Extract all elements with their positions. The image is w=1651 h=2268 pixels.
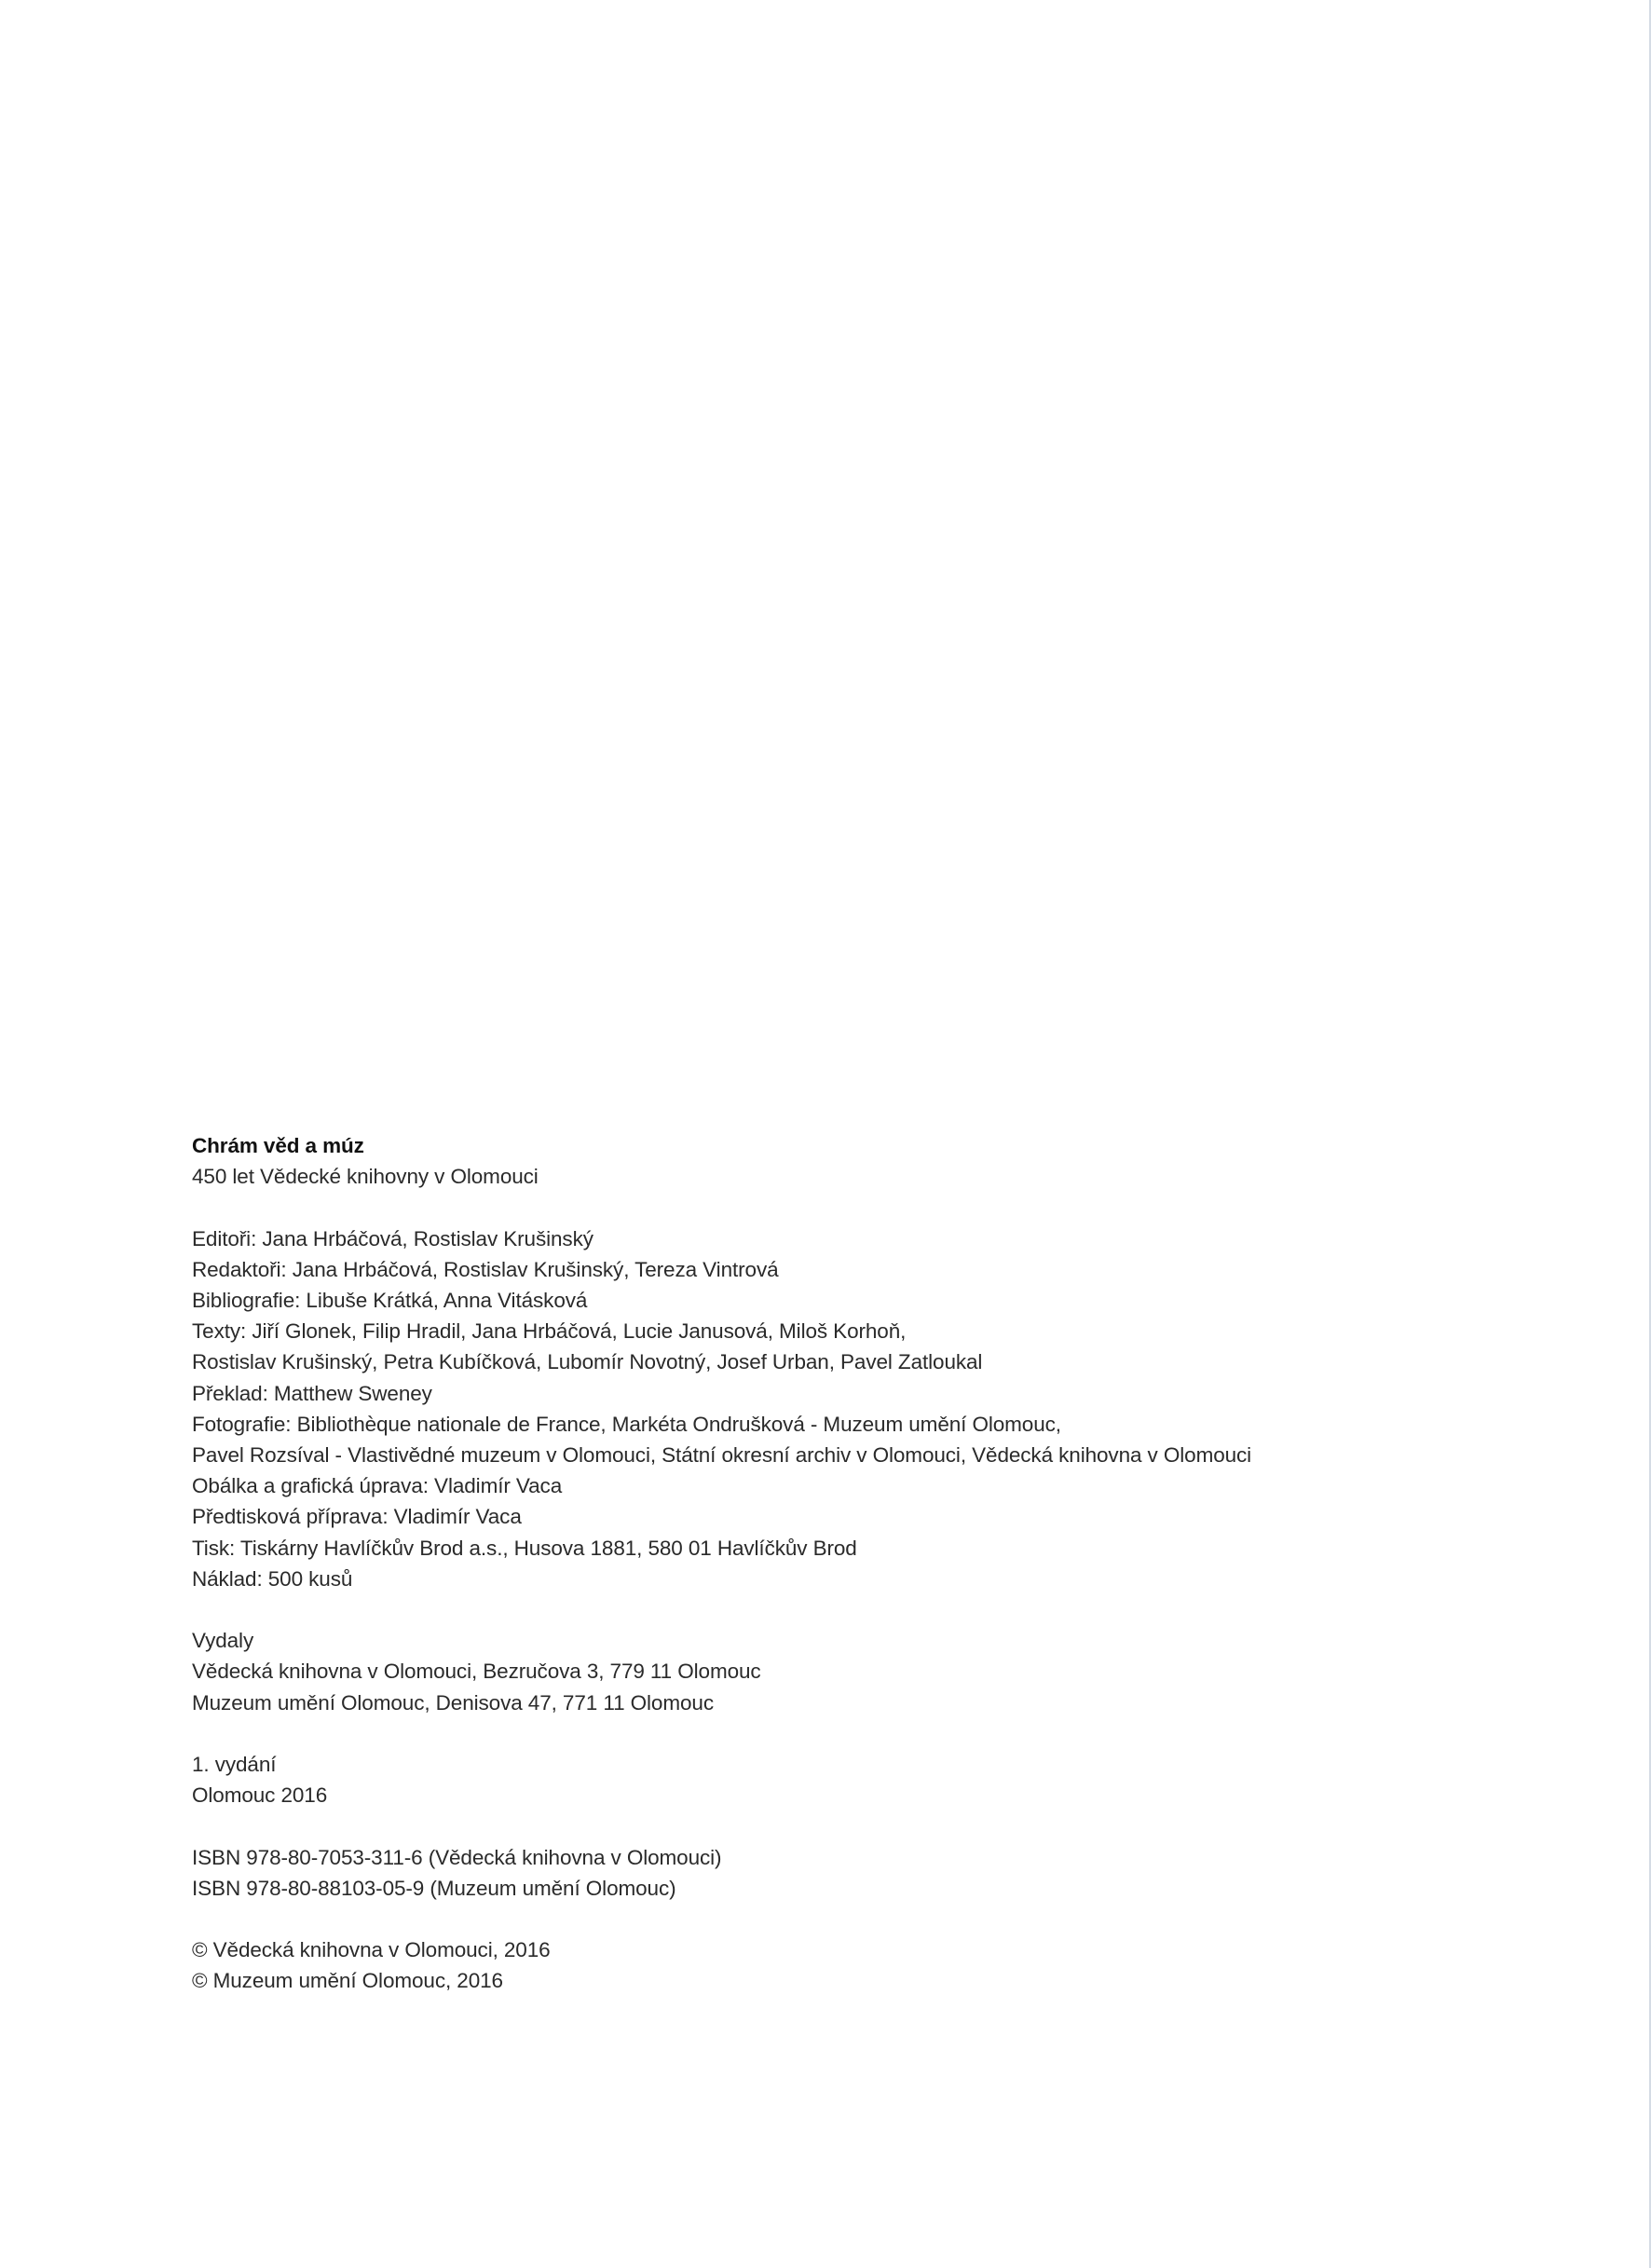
isbn-museum: ISBN 978-80-88103-05-9 (Muzeum umění Olomouc) <box>192 1876 676 1900</box>
isbn-library: ISBN 978-80-7053-311-6 (Vědecká knihovna v Olomouci) <box>192 1845 722 1869</box>
spacer <box>192 1192 1571 1223</box>
credit-photography: Fotografie: Bibliothèque nationale de France, Markéta Ondrušková - Muzeum umění Olomouc, <box>192 1412 1061 1436</box>
copyright-museum: © Muzeum umění Olomouc, 2016 <box>192 1969 503 1993</box>
imprint-block <box>192 1130 1571 1997</box>
publishers-heading: Vydaly <box>192 1629 254 1653</box>
book-subtitle: 450 let Vědecké knihovny v Olomouci <box>192 1165 539 1189</box>
spacer <box>192 1718 1571 1749</box>
publisher-library: Vědecká knihovna v Olomouci, Bezručova 3, 779 11 Olomouc <box>192 1660 761 1684</box>
edition-place-year: Olomouc 2016 <box>192 1783 328 1808</box>
edition-number: 1. vydání <box>192 1753 277 1777</box>
credit-redactors: Redaktoři: Jana Hrbáčová, Rostislav Krušinský, Tereza Vintrová <box>192 1257 779 1281</box>
credit-cover-design: Obálka a grafická úprava: Vladimír Vaca <box>192 1474 563 1498</box>
book-title: Chrám věd a múz <box>192 1134 364 1157</box>
credit-texts-continued: Rostislav Krušinský, Petra Kubíčková, Lubomír Novotný, Josef Urban, Pavel Zatloukal <box>192 1350 983 1374</box>
spacer <box>192 1904 1571 1934</box>
credit-editors: Editoři: Jana Hrbáčová, Rostislav Krušinský <box>192 1226 594 1250</box>
copyright-library: © Vědecká knihovna v Olomouci, 2016 <box>192 1938 551 1962</box>
credit-texts: Texty: Jiří Glonek, Filip Hradil, Jana Hrbáčová, Lucie Janusová, Miloš Korhoň, <box>192 1319 907 1344</box>
spacer <box>192 1810 1571 1841</box>
credit-printing: Tisk: Tiskárny Havlíčkův Brod a.s., Husova 1881, 580 01 Havlíčkův Brod <box>192 1536 857 1560</box>
credit-prepress: Předtisková příprava: Vladimír Vaca <box>192 1505 522 1529</box>
credit-translation: Překlad: Matthew Sweney <box>192 1381 432 1405</box>
spacer <box>192 1594 1571 1625</box>
publisher-museum: Muzeum umění Olomouc, Denisova 47, 771 11 Olomouc <box>192 1690 714 1715</box>
credit-photography-continued: Pavel Rozsíval - Vlastivědné muzeum v Olomouci, Státní okresní archiv v Olomouci, Vědecká knihovna v Olomouci <box>192 1443 1252 1468</box>
credit-bibliography: Bibliografie: Libuše Krátká, Anna Vitásková <box>192 1289 588 1312</box>
credit-print-run: Náklad: 500 kusů <box>192 1566 353 1591</box>
